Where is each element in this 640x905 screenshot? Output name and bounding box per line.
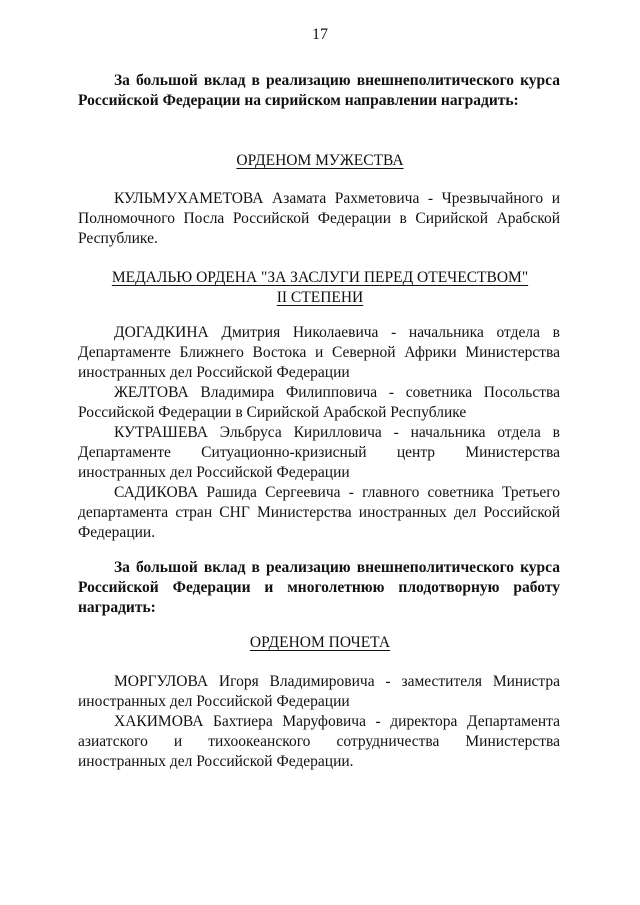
recipient-zheltov: ЖЕЛТОВА Владимира Филипповича - советника Посольства Российской Федерации в Сирийской Арабской Республике [78,384,560,421]
award-heading-line: II СТЕПЕНИ [276,289,364,306]
award-heading-line: ОРДЕНОМ МУЖЕСТВА [236,152,404,169]
award-heading-line: ОРДЕНОМ ПОЧЕТА [249,634,391,651]
recipient-kutrashev: КУТРАШЕВА Эльбруса Кирилловича - начальника отдела в Департаменте Ситуационно-кризисный центр Министерства иностранных дел Российской Федерации [78,424,560,481]
award-heading-order-of-courage [0,151,640,171]
recipient-sadikov: САДИКОВА Рашида Сергеевича - главного советника Третьего департамента стран СНГ Министерства иностранных дел Российской Федерации. [78,484,560,541]
page-number: 17 [312,26,328,43]
award-heading-order-of-honour [0,633,640,653]
award-heading-line: МЕДАЛЬЮ ОРДЕНА "ЗА ЗАСЛУГИ ПЕРЕД ОТЕЧЕСТВОМ" [111,269,529,286]
section-2-intro: За большой вклад в реализацию внешнеполитического курса Российской Федерации и многолетнюю плодотворную работу наградить: [78,559,560,616]
recipient-khakimov: ХАКИМОВА Бахтиера Маруфовича - директора Департамента азиатского и тихоокеанского сотрудничества Министерства иностранных дел Российской Федерации. [78,713,560,770]
section-1-intro: За большой вклад в реализацию внешнеполитического курса Российской Федерации на сирийском направлении наградить: [78,72,560,109]
recipient-kulmukhametov: КУЛЬМУХАМЕТОВА Азамата Рахметовича - Чрезвычайного и Полномочного Посла Российской Федерации в Сирийской Арабской Республике. [78,190,560,247]
award-heading-medal-order-merit [0,268,640,308]
recipient-morgulov: МОРГУЛОВА Игоря Владимировича - заместителя Министра иностранных дел Российской Федерации [78,673,560,710]
recipient-dogadkin: ДОГАДКИНА Дмитрия Николаевича - начальника отдела в Департаменте Ближнего Востока и Северной Африки Министерства иностранных дел Российской Федерации [78,324,560,381]
